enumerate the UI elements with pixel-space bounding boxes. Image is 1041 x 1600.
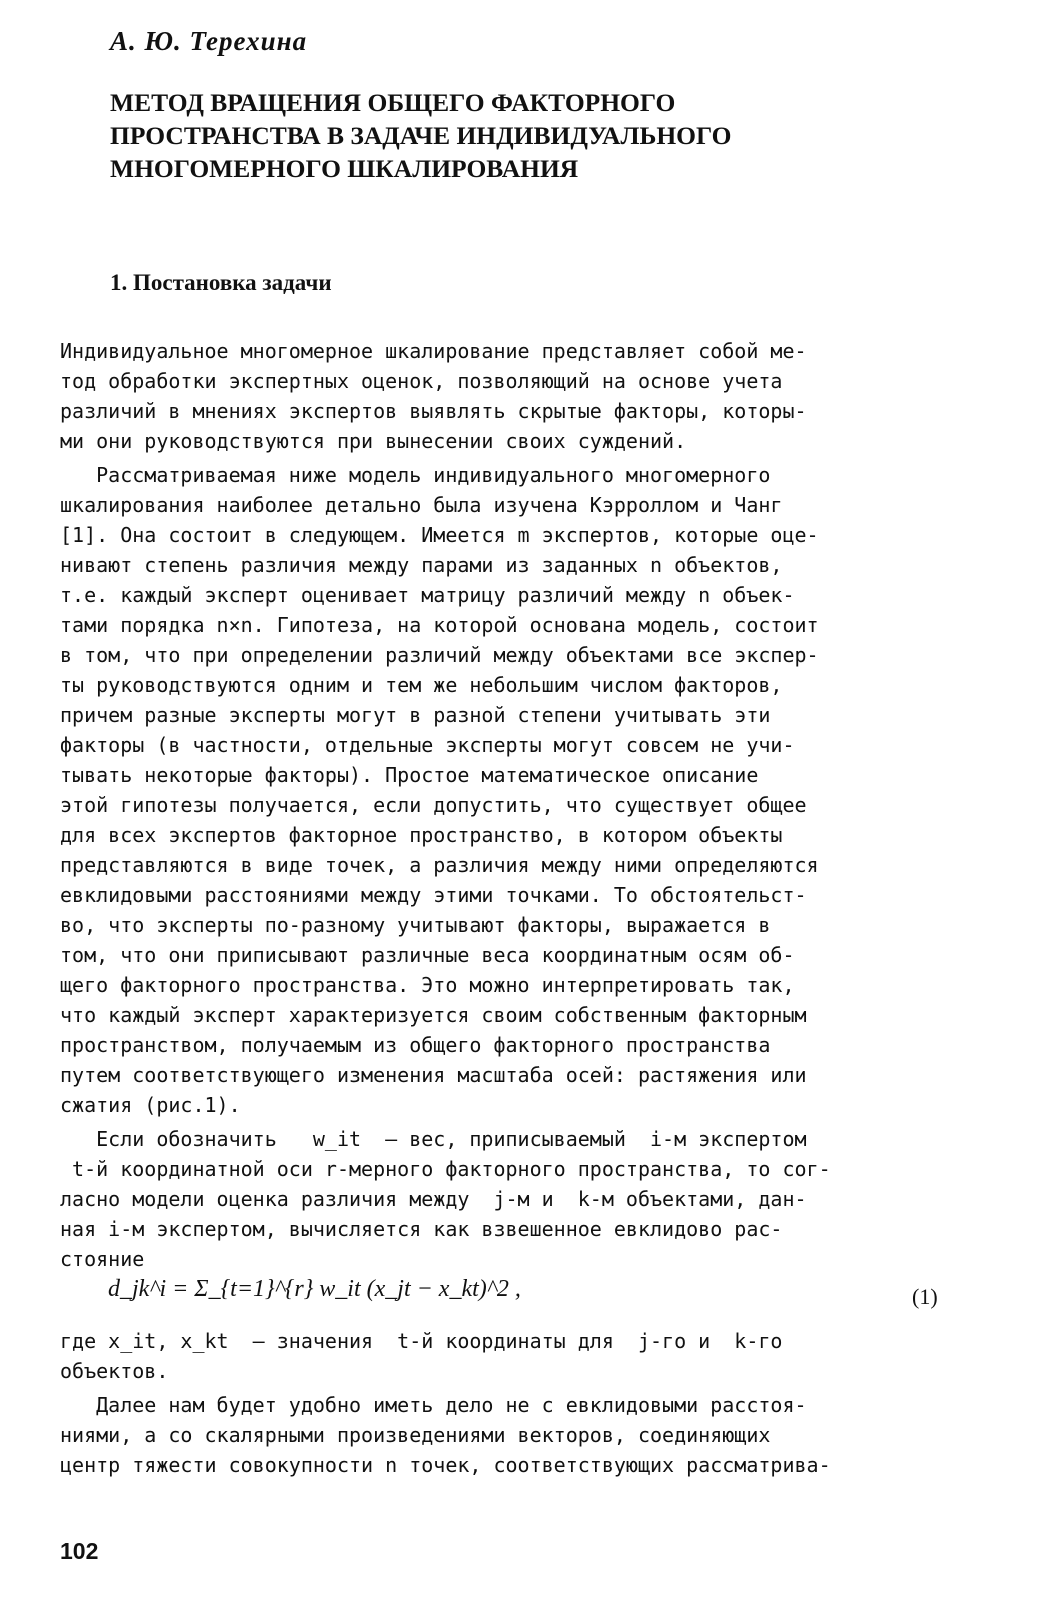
equation-number: (1) — [912, 1284, 938, 1309]
body-line: тод обработки экспертных оценок, позволяющий на основе учета — [60, 369, 783, 393]
body-line: пространством, получаемым из общего факторного пространства — [60, 1033, 771, 1057]
body-line: что каждый эксперт характеризуется своим собственным факторным — [60, 1003, 807, 1027]
body-line: во, что эксперты по-разному учитывают факторы, выражается в — [60, 913, 771, 937]
author-name: А. Ю. Терехина — [110, 26, 308, 56]
body-line: центр тяжести совокупности n точек, соответствующих рассматрива- — [60, 1453, 831, 1477]
title-line: МНОГОМЕРНОГО ШКАЛИРОВАНИЯ — [110, 154, 579, 183]
body-line: т.е. каждый эксперт оценивает матрицу различий между n объек- — [60, 583, 795, 607]
body-line: тами порядка n×n. Гипотеза, на которой основана модель, состоит — [60, 613, 819, 637]
body-line: сжатия (рис.1). — [60, 1093, 241, 1117]
body-line: ная i-м экспертом, вычисляется как взвешенное евклидово рас- — [60, 1217, 783, 1241]
body-line: различий в мнениях экспертов выявлять скрытые факторы, которы- — [60, 399, 807, 423]
body-line: [1]. Она состоит в следующем. Имеется m экспертов, которые оце- — [60, 523, 819, 547]
equation-1: d_jk^i = Σ_{t=1}^{r} w_it (x_jt − x_kt)^2 , — [108, 1276, 521, 1302]
body-line: этой гипотезы получается, если допустить, что существует общее — [60, 793, 807, 817]
body-line: Рассматриваемая ниже модель индивидуального многомерного — [60, 463, 771, 487]
body-line: нивают степень различия между парами из заданных n объектов, — [60, 553, 783, 577]
body-line: для всех экспертов факторное пространство, в котором объекты — [60, 823, 783, 847]
title-line: МЕТОД ВРАЩЕНИЯ ОБЩЕГО ФАКТОРНОГО — [110, 88, 676, 117]
body-line: том, что они приписывают различные веса координатным осям об- — [60, 943, 795, 967]
body-line: объектов. — [60, 1359, 169, 1383]
body-line: Если обозначить w_it – вес, приписываемый i-м экспертом — [60, 1127, 807, 1151]
section-heading: 1. Постановка задачи — [110, 270, 332, 295]
body-line: евклидовыми расстояниями между этими точками. То обстоятельст- — [60, 883, 807, 907]
body-line: ласно модели оценка различия между j-м и k-м объектами, дан- — [60, 1187, 807, 1211]
body-line: Индивидуальное многомерное шкалирование представляет собой ме- — [60, 339, 807, 363]
body-line: путем соответствующего изменения масштаба осей: растяжения или — [60, 1063, 807, 1087]
body-line: шкалирования наиболее детально была изучена Кэрроллом и Чанг — [60, 493, 783, 517]
body-line: Далее нам будет удобно иметь дело не с евклидовыми расстоя- — [60, 1393, 807, 1417]
body-line: в том, что при определении различий между объектами все экспер- — [60, 643, 819, 667]
body-line: t-й координатной оси r-мерного факторного пространства, то сог- — [60, 1157, 831, 1181]
page-number: 102 — [60, 1538, 99, 1564]
article-title — [110, 86, 970, 185]
body-line: ниями, а со скалярными произведениями векторов, соединяющих — [60, 1423, 771, 1447]
body-line: тывать некоторые факторы). Простое математическое описание — [60, 763, 759, 787]
body-line: щего факторного пространства. Это можно интерпретировать так, — [60, 973, 795, 997]
body-line: ми они руководствуются при вынесении своих суждений. — [60, 429, 687, 453]
title-line: ПРОСТРАНСТВА В ЗАДАЧЕ ИНДИВИДУАЛЬНОГО — [110, 121, 732, 150]
body-line: представляются в виде точек, а различия между ними определяются — [60, 853, 819, 877]
body-line: факторы (в частности, отдельные эксперты могут совсем не учи- — [60, 733, 795, 757]
body-line: ты руководствуются одним и тем же небольшим числом факторов, — [60, 673, 783, 697]
body-line: стояние — [60, 1247, 145, 1271]
body-line: где x_it, x_kt – значения t-й координаты для j-го и k-го — [60, 1329, 783, 1353]
body-line: причем разные эксперты могут в разной степени учитывать эти — [60, 703, 771, 727]
